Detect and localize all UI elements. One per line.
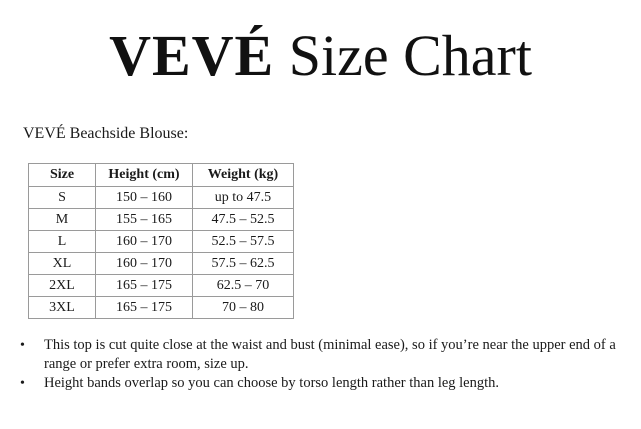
table-row: [29, 209, 294, 231]
table-row: [29, 275, 294, 297]
title-text: Size Chart: [288, 23, 532, 88]
cell-height: 165 – 175: [96, 275, 193, 297]
cell-size: S: [29, 187, 96, 209]
product-label: VEVÉ Beachside Blouse:: [23, 125, 189, 142]
table-row: [29, 253, 294, 275]
list-item: [0, 336, 641, 374]
cell-weight: up to 47.5: [193, 187, 294, 209]
cell-size: 3XL: [29, 297, 96, 319]
table-row: [29, 231, 294, 253]
cell-height: 160 – 170: [96, 253, 193, 275]
header-height: Height (cm): [96, 164, 193, 187]
cell-size: XL: [29, 253, 96, 275]
cell-weight: 62.5 – 70: [193, 275, 294, 297]
header-size: Size: [29, 164, 96, 187]
page-title: [0, 22, 641, 90]
size-chart-table: [28, 163, 294, 319]
cell-size: L: [29, 231, 96, 253]
table-row: [29, 297, 294, 319]
table-row: [29, 187, 294, 209]
header-weight: Weight (kg): [193, 164, 294, 187]
cell-height: 150 – 160: [96, 187, 193, 209]
cell-weight: 70 – 80: [193, 297, 294, 319]
cell-height: 155 – 165: [96, 209, 193, 231]
cell-height: 160 – 170: [96, 231, 193, 253]
cell-weight: 47.5 – 52.5: [193, 209, 294, 231]
list-item: [0, 374, 641, 393]
notes-list: [0, 336, 641, 393]
bullet-icon: •: [20, 376, 25, 391]
cell-size: M: [29, 209, 96, 231]
cell-weight: 57.5 – 62.5: [193, 253, 294, 275]
brand-name: VEVÉ: [109, 23, 275, 88]
bullet-icon: •: [20, 338, 25, 353]
cell-weight: 52.5 – 57.5: [193, 231, 294, 253]
note-text: This top is cut quite close at the waist and bust (minimal ease), so if you’re near the upper end of a range or prefer extra room, size up.: [44, 337, 616, 372]
cell-height: 165 – 175: [96, 297, 193, 319]
cell-size: 2XL: [29, 275, 96, 297]
table-header-row: [29, 164, 294, 187]
note-text: Height bands overlap so you can choose by torso length rather than leg length.: [44, 375, 500, 391]
